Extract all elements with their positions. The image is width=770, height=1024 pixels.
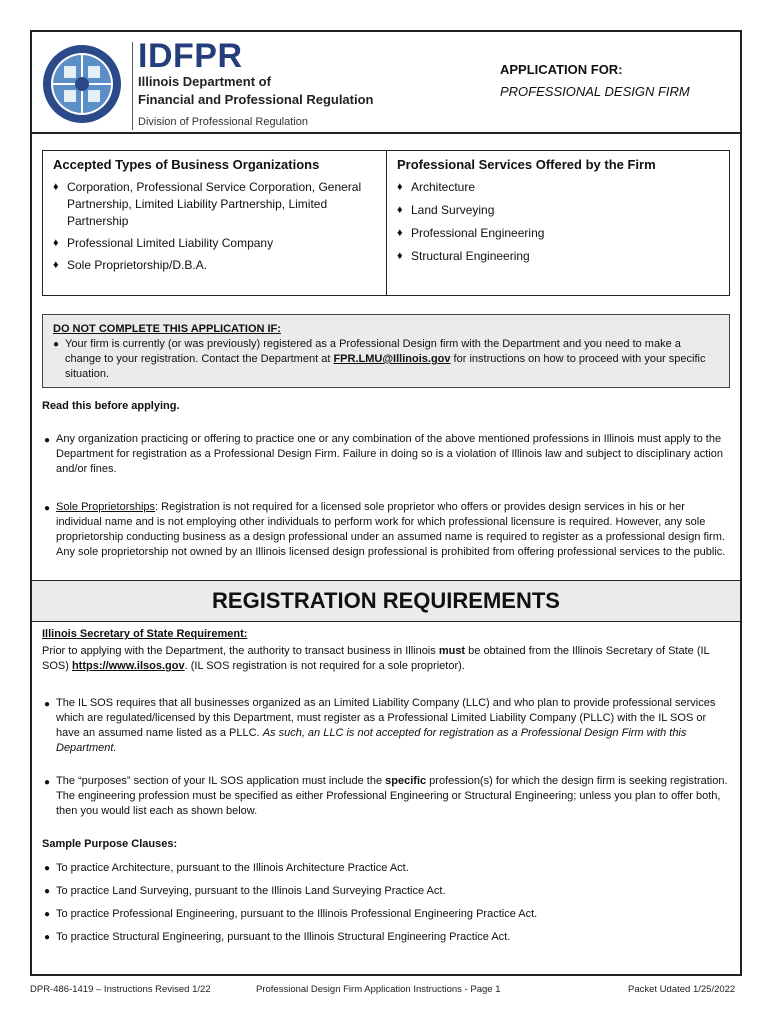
diamond-bullet-icon: ♦ [397, 204, 403, 216]
llc-paragraph: ● The IL SOS requires that all businesses organized as an Limited Liability Company (LLC) and who plan to provide professional services which are regulated/licensed by this Department, must register as a Professional Limited Liability Company (PLLC) with the IL SOS or have an assumed name listed as a PLLC. As such, an LLC is not accepted for registration as a Professional Design Firm with this Department. [44, 697, 716, 754]
footer-page-label: Professional Design Firm Application Instructions - Page 1 [256, 984, 501, 995]
bullet-icon: ● [44, 777, 51, 788]
do-not-complete-text: ● Your firm is currently (or was previously) registered as a Professional Design firm with the Department and you need to make a change to your registration. Contact the Department at FPR.LMU@Illinois.gov for instructions on how to proceed with your specific situation. [53, 338, 706, 380]
bullet-icon: ● [44, 503, 51, 514]
logo-divider [132, 42, 133, 130]
list-item: ♦ Sole Proprietorship/D.B.A. [53, 258, 208, 272]
list-item: ● To practice Structural Engineering, pursuant to the Illinois Structural Engineering Practice Act. [44, 931, 511, 943]
list-item: ♦ Professional Limited Liability Company [53, 236, 274, 250]
bullet-icon: ● [44, 909, 51, 920]
list-item: ♦ Structural Engineering [397, 249, 530, 263]
organization-types-heading: Accepted Types of Business Organizations [53, 157, 320, 172]
read-before-heading: Read this before applying. [42, 400, 180, 412]
registration-heading: REGISTRATION REQUIREMENTS [32, 580, 740, 622]
sos-text: Prior to applying with the Department, the authority to transact business in Illinois must be obtained from the Illinois Secretary of State (IL SOS) https://www.ilsos.gov. (IL SOS registration is not required for a sole proprietor). [42, 645, 710, 672]
footer-packet-date: Packet Udated 1/25/2022 [628, 984, 736, 995]
application-type: PROFESSIONAL DESIGN FIRM [500, 84, 690, 99]
list-item: ♦ Professional Engineering [397, 226, 545, 240]
sos-heading: Illinois Secretary of State Requirement: [42, 628, 248, 640]
logo-subtitle-line1: Illinois Department of [138, 74, 271, 89]
do-not-complete-box [42, 314, 730, 388]
diamond-bullet-icon: ♦ [53, 181, 59, 193]
organization-services-box [42, 150, 730, 296]
logo-title: IDFPR [138, 37, 243, 75]
application-for-label: APPLICATION FOR: [500, 62, 623, 77]
list-item: ♦ Corporation, Professional Service Corporation, General Partnership, Limited Liability Partnership, Limited Partnership [53, 180, 362, 228]
services-heading: Professional Services Offered by the Firm [397, 157, 656, 172]
list-item: ♦ Land Surveying [397, 203, 495, 217]
diamond-bullet-icon: ♦ [53, 259, 59, 271]
bullet-icon: ● [44, 932, 51, 943]
diamond-bullet-icon: ♦ [53, 237, 59, 249]
bullet-icon: ● [44, 435, 51, 446]
list-item: ♦ Architecture [397, 180, 476, 194]
sole-proprietorship-paragraph: ● Sole Proprietorships: Registration is not required for a licensed sole proprietor who offers or provides design services in his or her individual name and is not employing other individuals to perform work for which professional licensure is required. However, any sole proprietorship conducting business as a design professional under an assumed name is required to register as a professional design firm. Any sole proprietorship not owned by an Illinois licensed design professional is prohibited from offering professional services to the public. [44, 501, 726, 558]
sample-clauses-heading: Sample Purpose Clauses: [42, 838, 178, 850]
idfpr-seal-icon [42, 44, 122, 124]
organization-paragraph: ● Any organization practicing or offering to practice one or any combination of the above mentioned professions in Illinois must apply to the Department for registration as a Professional Design Firm. Failure in doing so is a violation of Illinois law and subject to disciplinary action and/or fines. [44, 433, 724, 475]
document-header [32, 32, 740, 134]
bullet-icon: ● [44, 699, 51, 710]
list-item: ● To practice Architecture, pursuant to the Illinois Architecture Practice Act. [44, 862, 409, 874]
sos-link[interactable]: https://www.ilsos.gov [71, 660, 185, 672]
list-item: ● To practice Land Surveying, pursuant to the Illinois Land Surveying Practice Act. [44, 885, 446, 897]
document-frame [30, 30, 742, 976]
footer-form-number: DPR-486-1419 – Instructions Revised 1/22 [30, 984, 211, 995]
do-not-complete-heading: DO NOT COMPLETE THIS APPLICATION IF: [53, 323, 281, 335]
logo-division: Division of Professional Regulation [138, 116, 308, 128]
purposes-paragraph: ● The “purposes” section of your IL SOS application must include the specific profession(s) for which the design firm is seeking registration. The engineering profession must be specified as either Professional Engineering or Structural Engineering; unless you plan to offer both, then you would list each as shown below. [44, 775, 728, 817]
logo-subtitle-line2: Financial and Professional Regulation [138, 92, 374, 107]
bullet-icon: ● [44, 863, 51, 874]
organization-types-column [43, 151, 387, 295]
services-column [387, 151, 729, 295]
list-item: ● To practice Professional Engineering, pursuant to the Illinois Professional Engineering Practice Act. [44, 908, 538, 920]
diamond-bullet-icon: ♦ [397, 227, 403, 239]
bullet-icon: ● [44, 886, 51, 897]
diamond-bullet-icon: ♦ [397, 250, 403, 262]
diamond-bullet-icon: ♦ [397, 181, 403, 193]
email-link[interactable]: FPR.LMU@Illinois.gov [333, 353, 451, 365]
bullet-icon: ● [53, 339, 60, 350]
